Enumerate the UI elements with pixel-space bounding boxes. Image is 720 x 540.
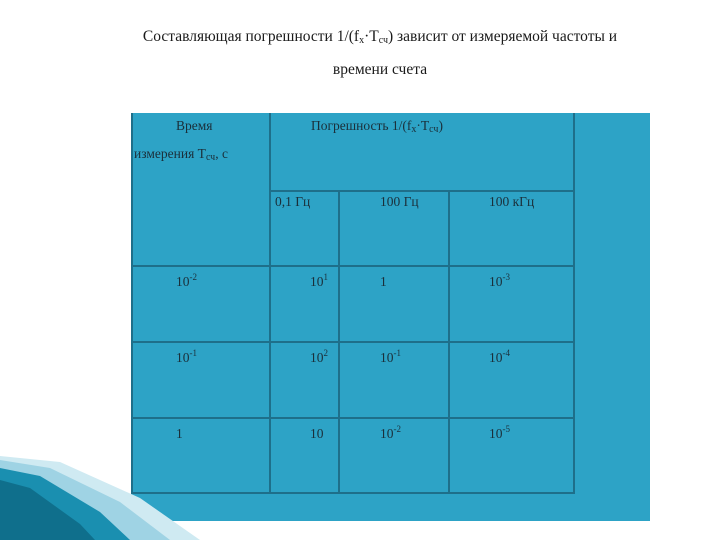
title-text-start: Составляющая погрешности 1/(f: [142, 28, 360, 45]
grid-line: [131, 265, 575, 267]
header-time-line-2: [134, 146, 228, 166]
row-3-time: 1: [176, 426, 183, 441]
row-3-freq-100-hz: $10^{-2}$: [380, 424, 401, 441]
grid-line: [131, 341, 575, 343]
row-2-freq-0-1-hz: $10^2$: [310, 348, 328, 365]
row-1-freq-0-1-hz: $10^1$: [310, 272, 328, 289]
header-error-text: Погрешность 1/(f: [311, 118, 412, 133]
grid-line: [269, 190, 575, 192]
slide-title-line-2: времени счета: [332, 61, 428, 78]
row-2-time: $10^{-1}$: [176, 348, 197, 365]
title-text-end: ) зависит от измеряемой частоты и: [388, 28, 618, 45]
grid-line: [573, 113, 575, 494]
header-time-text: измерения T: [134, 146, 206, 161]
slide-decoration-swoosh: [0, 440, 720, 540]
freq-header-0-1-hz: 0,1 Гц: [275, 194, 311, 209]
row-3-freq-0-1-hz: 10: [310, 426, 324, 441]
header-error-text-end: ): [438, 118, 443, 133]
row-2-freq-100-khz: $10^{-4}$: [489, 348, 510, 365]
row-1-time: $10^{-2}$: [176, 272, 197, 289]
title-text-mid: ·T: [364, 28, 379, 45]
header-time-subscript: сч: [205, 152, 216, 163]
header-error-subscript-x: x: [411, 124, 417, 135]
row-3-freq-100-khz: $10^{-5}$: [489, 424, 510, 441]
header-error-subscript-sch: сч: [429, 124, 439, 135]
row-2-freq-100-hz: $10^{-1}$: [380, 348, 401, 365]
row-1-freq-100-hz: 1: [380, 274, 387, 289]
header-time-line-1: Время: [176, 118, 213, 133]
grid-line: [131, 417, 575, 419]
grid-line: [269, 113, 271, 494]
grid-line: [131, 113, 133, 494]
header-error-text-mid: ·T: [416, 118, 430, 133]
slide-title-line-1: [60, 27, 700, 51]
title-subscript-sch: сч: [378, 35, 389, 46]
freq-header-100-khz: 100 кГц: [489, 194, 535, 209]
header-time-unit: , с: [215, 146, 228, 161]
row-1-freq-100-khz: $10^{-3}$: [489, 272, 510, 289]
title-subscript-x: x: [359, 35, 365, 46]
header-error: [311, 118, 443, 138]
freq-header-100-hz: 100 Гц: [380, 194, 419, 209]
